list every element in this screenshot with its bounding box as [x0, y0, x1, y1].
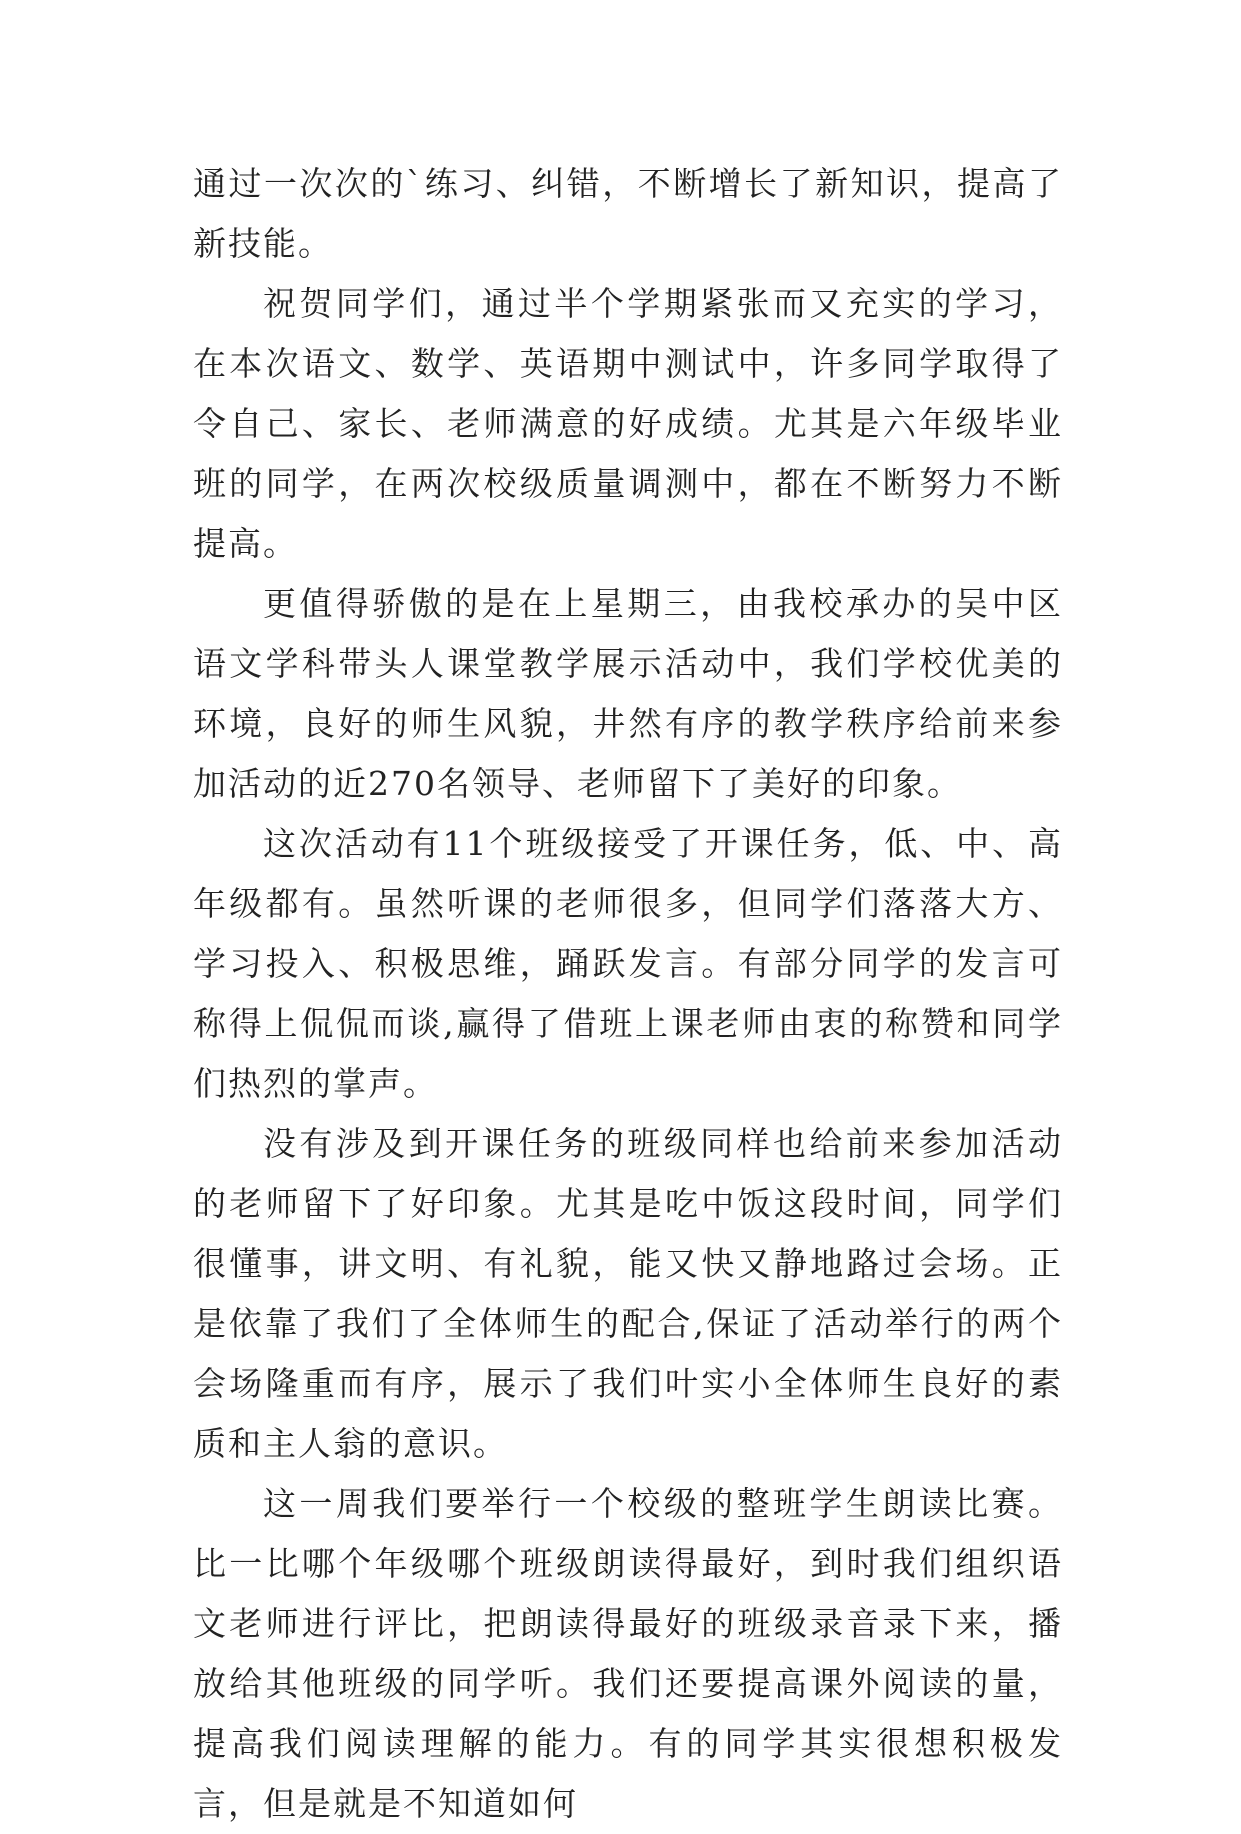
paragraph-5: 没有涉及到开课任务的班级同样也给前来参加活动的老师留下了好印象。尤其是吃中饭这段时间，同学们很懂事，讲文明、有礼貌，能又快又静地路过会场。正是依靠了我们了全体师生的配合,保证了活动举行的两个会场隆重而有序，展示了我们叶实小全体师生良好的素质和主人翁的意识。	[193, 1124, 1063, 1463]
paragraph-2: 祝贺同学们，通过半个学期紧张而又充实的学习，在本次语文、数学、英语期中测试中，许多同学取得了令自己、家长、老师满意的好成绩。尤其是六年级毕业班的同学，在两次校级质量调测中，都在不断努力不断提高。	[193, 284, 1063, 563]
paragraph-4: 这次活动有11个班级接受了开课任务，低、中、高年级都有。虽然听课的老师很多，但同学们落落大方、学习投入、积极思维，踊跃发言。有部分同学的发言可称得上侃侃而谈,赢得了借班上课老师由衷的称赞和同学们热烈的掌声。	[193, 824, 1063, 1103]
document-body	[193, 154, 1063, 1834]
paragraph-6: 这一周我们要举行一个校级的整班学生朗读比赛。比一比哪个年级哪个班级朗读得最好，到时我们组织语文老师进行评比，把朗读得最好的班级录音录下来，播放给其他班级的同学听。我们还要提高课外阅读的量，提高我们阅读理解的能力。有的同学其实很想积极发言，但是就是不知道如何	[193, 1484, 1063, 1823]
paragraph-1: 通过一次次的`练习、纠错，不断增长了新知识，提高了新技能。	[193, 164, 1063, 263]
paragraph-3: 更值得骄傲的是在上星期三，由我校承办的吴中区语文学科带头人课堂教学展示活动中，我们学校优美的环境，良好的师生风貌，井然有序的教学秩序给前来参加活动的近270名领导、老师留下了美好的印象。	[193, 584, 1063, 803]
